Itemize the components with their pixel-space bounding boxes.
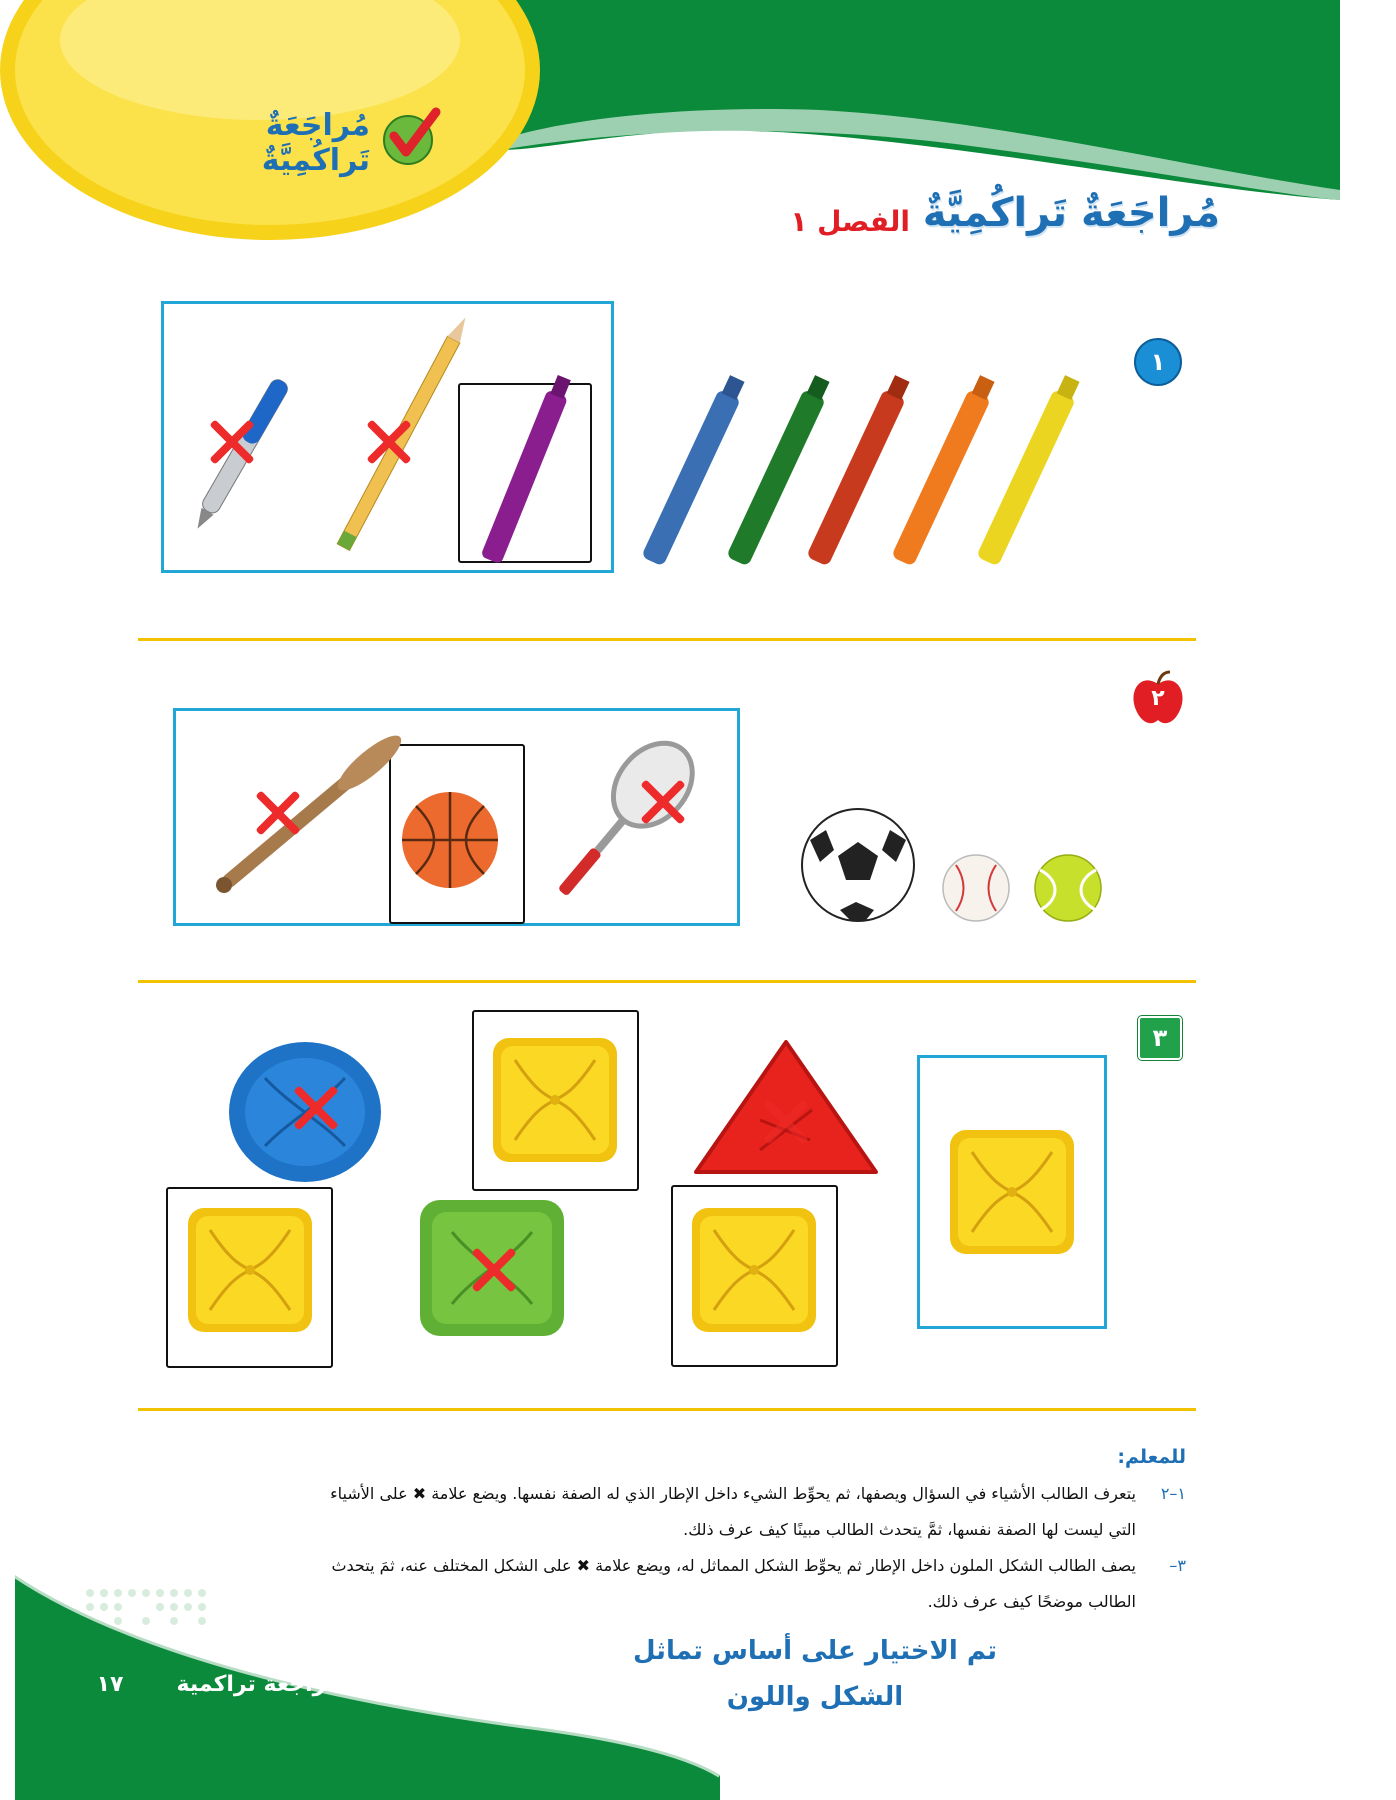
note-text: يصف الطالب الشكل الملون داخل الإطار ثم يحوِّط الشكل المماثل له، ويضع علامة ✖ على الشكل المختلف عنه، ثمَ يتحدث (331, 1556, 1136, 1575)
q3-drawings (0, 1000, 1396, 1380)
note-number: ٣– (1169, 1556, 1186, 1575)
question-2-number: ٢ (1151, 686, 1165, 711)
page-number: ١٧ (96, 1672, 124, 1697)
handwritten-line: الشكل واللون (726, 1682, 904, 1712)
teacher-heading: للمعلم: (1117, 1446, 1186, 1468)
checkmark-icon (380, 104, 444, 168)
x-mark-icon (252, 787, 304, 839)
q2-drawings (0, 710, 1396, 930)
x-mark-icon (637, 776, 689, 828)
note-number: ١–٢ (1160, 1484, 1186, 1503)
note-line (150, 1512, 1186, 1548)
x-mark-icon (760, 1096, 812, 1148)
badge-title: مُراجَعَةٌ تَراكُمِيَّةٌ (261, 108, 370, 178)
note-number (1136, 1512, 1186, 1548)
section-divider (138, 638, 1196, 641)
note-text: يتعرف الطالب الأشياء في السؤال ويصفها، ثم يحوِّط الشيء داخل الإطار الذي له الصفة نفسها. ويضع علامة ✖ على الأشياء (330, 1484, 1136, 1503)
chapter-label: الفصل ١ (790, 205, 910, 238)
note-text: التي ليست لها الصفة نفسها، ثمَّ يتحدث الطالب مبينًا كيف عرف ذلك. (683, 1520, 1136, 1539)
note-line (150, 1476, 1186, 1512)
x-mark-icon (206, 416, 258, 468)
note-number (1136, 1584, 1186, 1620)
handwritten-line: تم الاختيار على أساس تماثل (632, 1636, 998, 1666)
section-divider (138, 1408, 1196, 1411)
x-mark-icon (468, 1244, 520, 1296)
section-divider (138, 980, 1196, 983)
question-1-number: ١ (1134, 338, 1182, 386)
question-3-number: ٣ (1138, 1016, 1182, 1060)
page-title: مُراجَعَةٌ تَراكُمِيَّةٌ (922, 190, 1220, 236)
x-mark-icon (290, 1082, 342, 1134)
footer-label: مراجعة تراكمية (176, 1672, 340, 1697)
note-text: الطالب موضحًا كيف عرف ذلك. (927, 1592, 1136, 1611)
x-mark-icon (363, 416, 415, 468)
